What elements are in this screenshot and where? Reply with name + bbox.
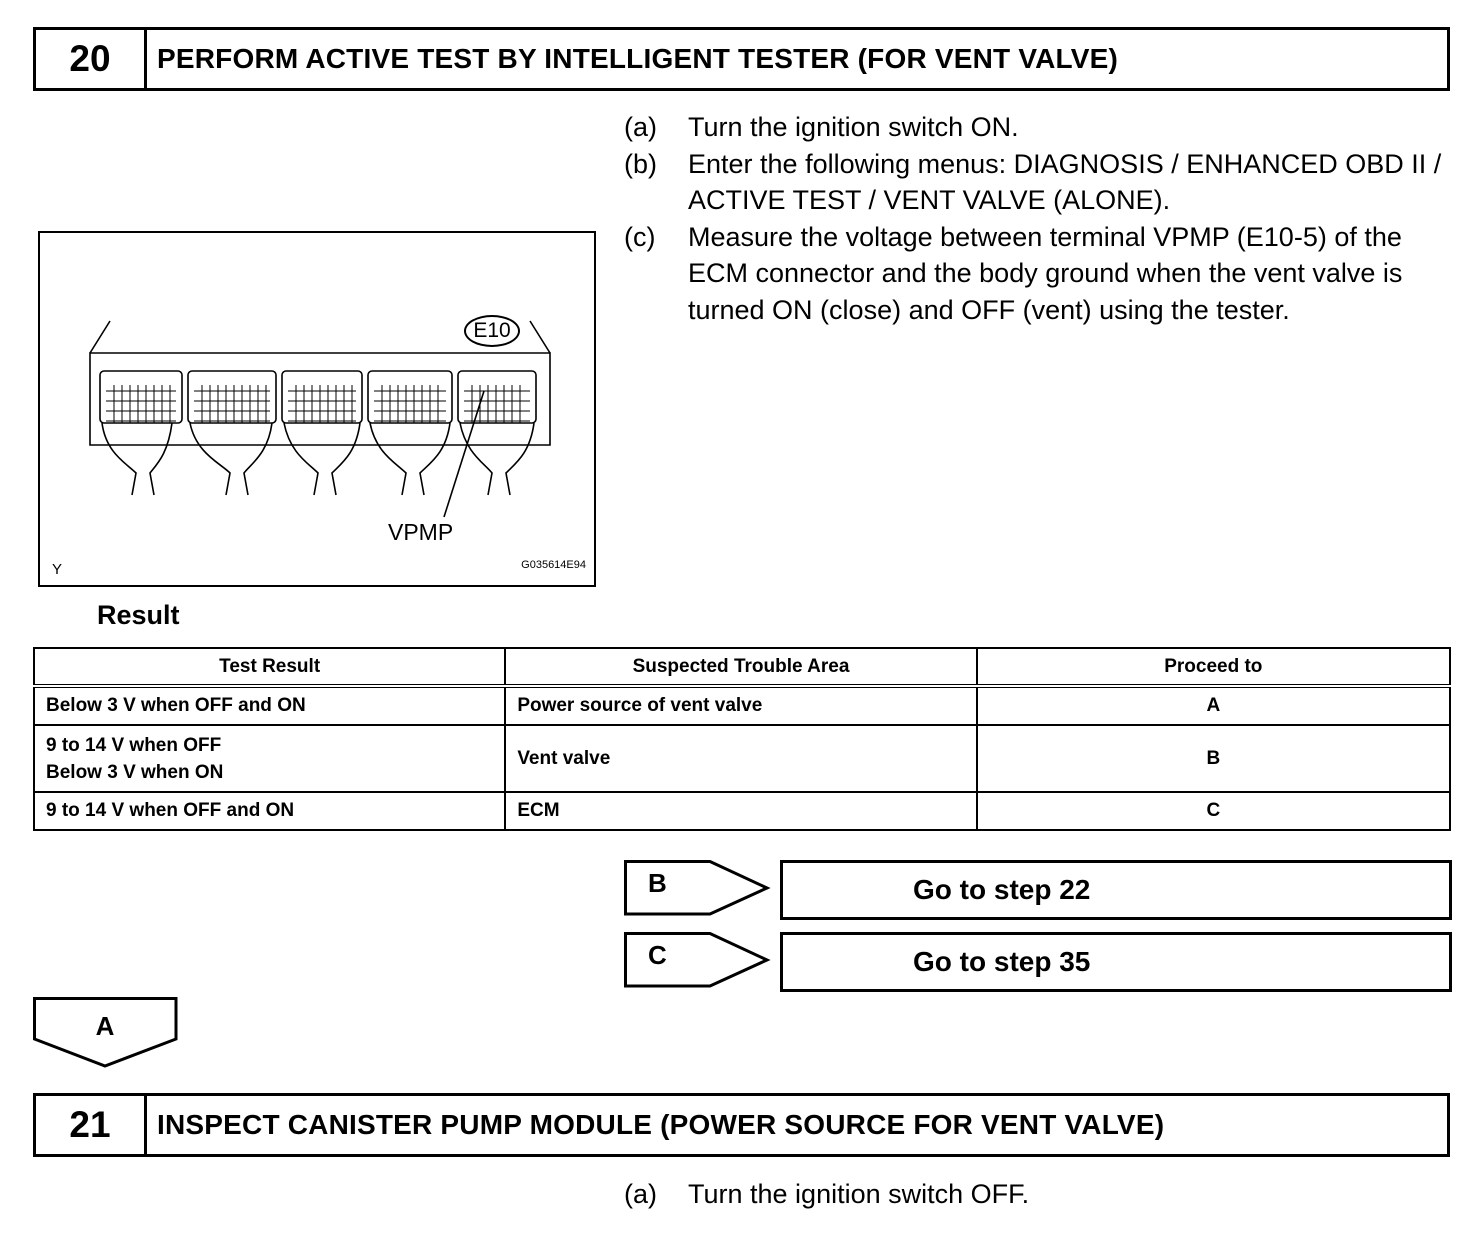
branch-c xyxy=(624,932,1454,992)
branch-b xyxy=(624,860,1454,920)
table-header-row xyxy=(34,648,1450,686)
instruction-text: Measure the voltage between terminal VPMP (E10-5) of the ECM connector and the body ground when the vent valve is turned ON (close) and OFF (vent) using the tester. xyxy=(688,221,1403,325)
instruction-item xyxy=(624,219,1454,329)
instruction-text: Turn the ignition switch OFF. xyxy=(688,1179,1030,1209)
trouble-area-cell: Power source of vent valve xyxy=(505,686,976,725)
test-result-cell xyxy=(34,792,505,830)
table-row xyxy=(34,792,1450,830)
test-result-text: 9 to 14 V when OFF xyxy=(46,734,222,756)
instruction-label: (a) xyxy=(624,112,657,142)
proceed-cell: B xyxy=(977,725,1450,792)
step-number: 21 xyxy=(36,1096,147,1154)
proceed-cell: A xyxy=(977,686,1450,725)
step-21-instructions xyxy=(624,1176,1454,1213)
goto-step-link[interactable]: Go to step 35 xyxy=(780,932,1452,992)
connector-label-e10: E10 xyxy=(464,315,520,347)
instruction-item xyxy=(624,146,1454,219)
test-result-cell xyxy=(34,686,505,725)
continue-key: A xyxy=(95,1011,115,1041)
instruction-text: Enter the following menus: DIAGNOSIS / ENHANCED OBD II / ACTIVE TEST / VENT VALVE (ALONE). xyxy=(688,148,1442,215)
instruction-label: (a) xyxy=(624,1179,657,1209)
column-header: Test Result xyxy=(34,648,505,686)
column-header: Proceed to xyxy=(977,648,1450,686)
step-number: 20 xyxy=(36,30,147,88)
instruction-label: (c) xyxy=(624,221,656,252)
step-21-header xyxy=(33,1093,1450,1157)
figure-corner-mark: Y xyxy=(52,561,63,578)
branch-arrow-icon xyxy=(624,860,774,920)
test-result-text: Below 3 V when OFF and ON xyxy=(46,695,306,716)
step-title: INSPECT CANISTER PUMP MODULE (POWER SOURCE FOR VENT VALVE) xyxy=(157,1109,1165,1140)
trouble-area-cell: ECM xyxy=(505,792,976,830)
column-header: Suspected Trouble Area xyxy=(505,648,976,686)
branch-key: B xyxy=(648,868,667,898)
step-title: PERFORM ACTIVE TEST BY INTELLIGENT TESTER (FOR VENT VALVE) xyxy=(157,43,1119,74)
branch-arrow-icon xyxy=(624,932,774,992)
continue-a-arrow xyxy=(33,997,179,1069)
instruction-text: Turn the ignition switch ON. xyxy=(688,112,1019,142)
ecm-connector-drawing xyxy=(40,233,596,587)
test-result-cell xyxy=(34,725,505,792)
table-row xyxy=(34,686,1450,725)
test-result-text: 9 to 14 V when OFF and ON xyxy=(46,800,295,821)
ecm-connector-figure xyxy=(38,231,596,587)
step-20-header xyxy=(33,27,1450,91)
instruction-item xyxy=(624,109,1454,146)
test-result-text: Below 3 V when ON xyxy=(46,761,224,783)
result-table xyxy=(33,647,1451,831)
figure-code: G035614E94 xyxy=(521,559,586,571)
result-title: Result xyxy=(97,600,180,630)
instruction-item xyxy=(624,1176,1454,1213)
branch-key: C xyxy=(648,940,667,970)
goto-step-link[interactable]: Go to step 22 xyxy=(780,860,1452,920)
table-row xyxy=(34,725,1450,792)
step-20-instructions xyxy=(624,109,1454,328)
instruction-label: (b) xyxy=(624,148,657,179)
terminal-label-vpmp: VPMP xyxy=(388,519,454,545)
proceed-cell: C xyxy=(977,792,1450,830)
trouble-area-cell: Vent valve xyxy=(505,725,976,792)
